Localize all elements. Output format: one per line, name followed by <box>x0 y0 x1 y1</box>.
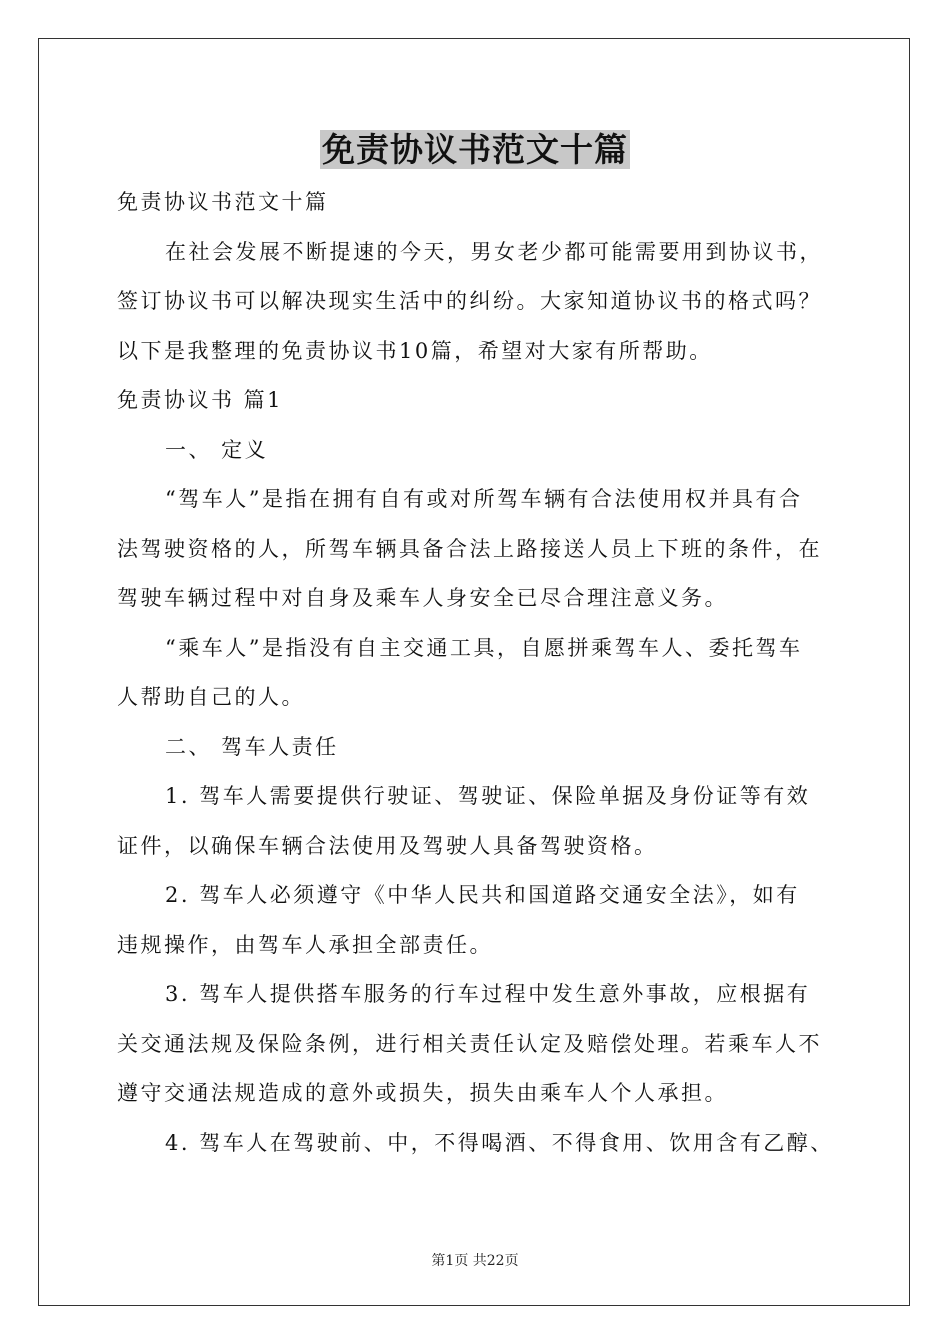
text-line: 遵守交通法规造成的意外或损失，损失由乘车人个人承担。 <box>117 1081 728 1105</box>
text-line: 法驾驶资格的人，所驾车辆具备合法上路接送人员上下班的条件，在 <box>117 536 822 561</box>
document-title: 免责协议书范文十篇 <box>322 130 628 169</box>
document-title-wrap <box>0 124 950 171</box>
text-line: 4. 驾车人在驾驶前、中，不得喝酒、不得食用、饮用含有乙醇、 <box>165 1130 834 1155</box>
text-line: “乘车人”是指没有自主交通工具，自愿拼乘驾车人、委托驾车 <box>165 635 803 660</box>
text-line: 签订协议书可以解决现实生活中的纠纷。大家知道协议书的格式吗？ <box>117 289 822 313</box>
document-body <box>117 178 837 1168</box>
text-line: 免责协议书 篇1 <box>117 388 284 412</box>
text-line: 人帮助自己的人。 <box>117 685 305 709</box>
page-footer: 第1页 共22页 <box>431 1253 519 1269</box>
text-line: 一、 定义 <box>165 437 269 462</box>
text-line: 关交通法规及保险条例，进行相关责任认定及赔偿处理。若乘车人不 <box>117 1031 822 1056</box>
text-line: 1. 驾车人需要提供行驶证、驾驶证、保险单据及身份证等有效 <box>165 784 811 808</box>
text-line: 3. 驾车人提供搭车服务的行车过程中发生意外事故，应根据有 <box>165 982 811 1006</box>
text-line: 2. 驾车人必须遵守《中华人民共和国道路交通安全法》，如有 <box>165 883 800 907</box>
text-line: 在社会发展不断提速的今天，男女老少都可能需要用到协议书， <box>165 239 823 264</box>
text-line: 违规操作，由驾车人承担全部责任。 <box>117 932 493 957</box>
text-line: 驾驶车辆过程中对自身及乘车人身安全已尽合理注意义务。 <box>117 586 728 610</box>
text-line: 证件，以确保车辆合法使用及驾驶人具备驾驶资格。 <box>117 833 658 858</box>
text-line: “驾车人”是指在拥有自有或对所驾车辆有合法使用权并具有合 <box>165 487 803 511</box>
text-line: 免责协议书范文十篇 <box>117 190 329 214</box>
text-line: 二、 驾车人责任 <box>165 734 339 759</box>
text-line: 以下是我整理的免责协议书10篇，希望对大家有所帮助。 <box>117 338 713 363</box>
